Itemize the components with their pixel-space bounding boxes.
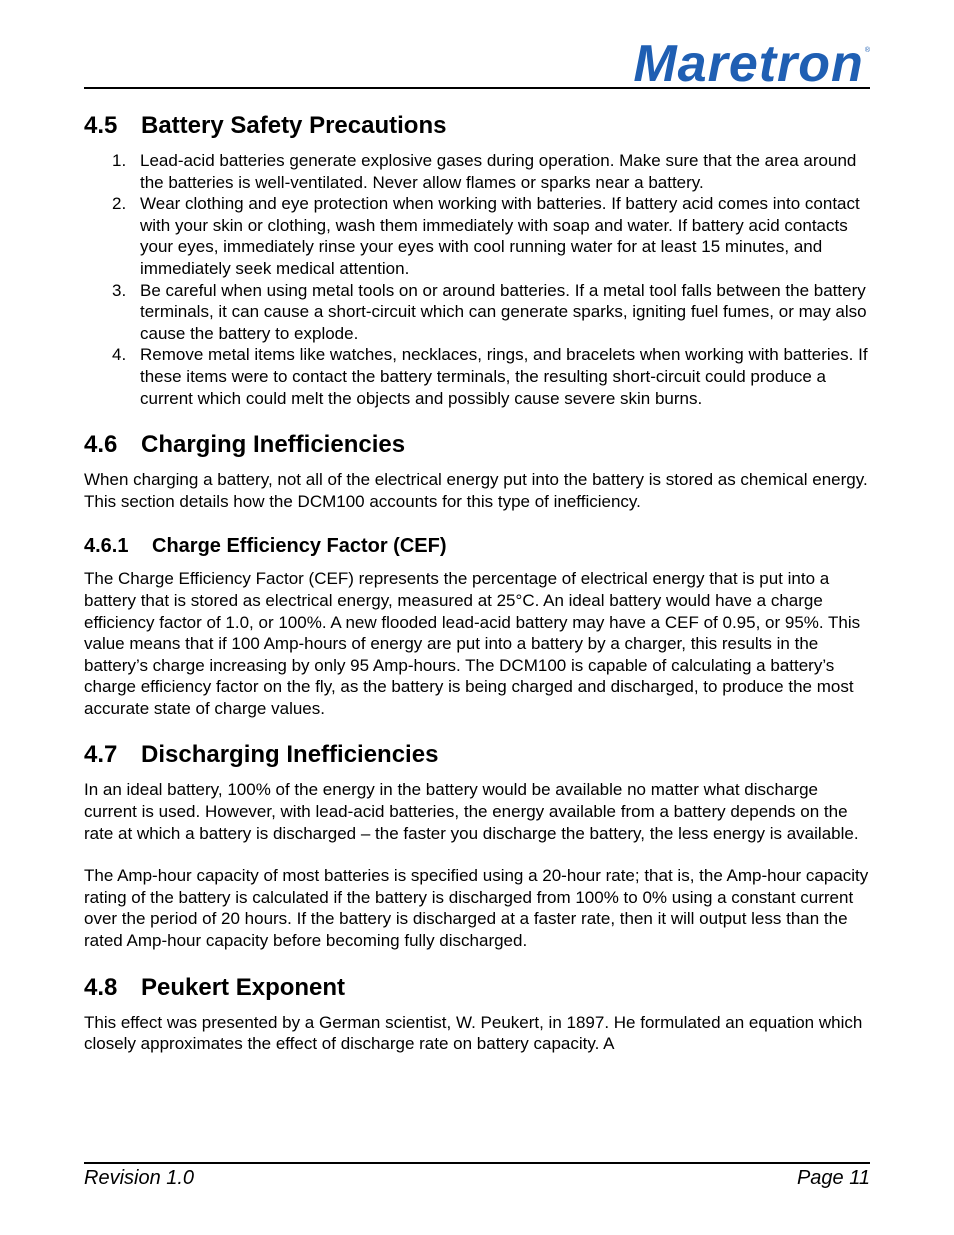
paragraph: This effect was presented by a German scientist, W. Peukert, in 1897. He formulated an equation which closely approximates the effect of discharge rate on battery capacity. A bbox=[84, 1012, 863, 1054]
section-heading-4-7 bbox=[84, 740, 870, 770]
section-heading-4-5 bbox=[84, 111, 870, 141]
section-number: 4.7 bbox=[84, 741, 118, 769]
section-heading-4-6 bbox=[84, 430, 870, 460]
list-item: 2. Wear clothing and eye protection when working with batteries. If battery acid comes into contact with your skin or clothing, wash them immediately with soap and water. If battery acid contacts your eyes, immediately rinse your eyes with cool running water for at least 15 minutes, and immediately seek medical attention. bbox=[112, 194, 860, 278]
page-footer bbox=[84, 1165, 870, 1191]
page-content bbox=[84, 111, 870, 1055]
section-title: Discharging Inefficiencies bbox=[141, 741, 439, 769]
logo-text: Maretron bbox=[633, 35, 864, 93]
section-heading-4-6-1 bbox=[84, 533, 870, 559]
header-rule bbox=[84, 87, 870, 89]
section-number: 4.6.1 bbox=[84, 535, 129, 558]
logo-registered-mark: ® bbox=[864, 47, 870, 54]
revision-label: Revision 1.0 bbox=[84, 1167, 195, 1189]
section-title: Peukert Exponent bbox=[141, 973, 346, 1001]
maretron-logo bbox=[633, 35, 870, 93]
paragraph: The Charge Efficiency Factor (CEF) represents the percentage of electrical energy that is put into a battery that is stored as electrical energy, measured at 25°C. An ideal battery would have a charge efficiency factor of 1.0, or 100%. A new flooded lead-acid battery may have a CEF of 0.95, or 95%. This value means that if 100 Amp-hours of energy are put into a battery by a charger, this results in the battery’s charge increasing by only 95 Amp-hours. The DCM100 is capable of calculating a battery’s charge efficiency factor on the fly, as the battery is being charged and discharged, to produce the most accurate state of charge values. bbox=[84, 569, 861, 718]
section-number: 4.6 bbox=[84, 431, 118, 459]
paragraph: When charging a battery, not all of the electrical energy put into the battery is stored as chemical energy. This section details how the DCM100 accounts for this type of inefficiency. bbox=[84, 470, 868, 511]
page-number: Page 11 bbox=[796, 1167, 870, 1189]
paragraph: In an ideal battery, 100% of the energy in the battery would be available no matter what discharge current is used. However, with lead-acid batteries, the energy available from a battery depends on the rate at which a battery is discharged – the faster you discharge the battery, the less energy is available. bbox=[84, 780, 859, 843]
section-title: Battery Safety Precautions bbox=[141, 112, 447, 139]
section-number: 4.8 bbox=[84, 973, 118, 1001]
section-title: Charging Inefficiencies bbox=[141, 431, 406, 459]
section-title: Charge Efficiency Factor (CEF) bbox=[152, 535, 447, 558]
list-item: 4. Remove metal items like watches, necklaces, rings, and bracelets when working with batteries. If these items were to contact the battery terminals, the resulting short-circuit could produce a current which could melt the objects and possibly cause severe skin burns. bbox=[112, 345, 868, 408]
paragraph: The Amp-hour capacity of most batteries is specified using a 20-hour rate; that is, the Amp-hour capacity rating of the battery is calculated if the battery is discharged from 100% to 0% using a constant current over the period of 20 hours. If the battery is discharged at a faster rate, then it will output less than the rated Amp-hour capacity before becoming fully discharged. bbox=[84, 866, 869, 951]
list-item: 3. Be careful when using metal tools on or around batteries. If a metal tool falls between the battery terminals, it can cause a short-circuit which can generate sparks, igniting fuel fumes, or may also cause the battery to explode. bbox=[112, 280, 867, 343]
section-number: 4.5 bbox=[84, 112, 118, 139]
safety-list bbox=[84, 150, 870, 409]
list-item: 1. Lead-acid batteries generate explosive gases during operation. Make sure that the area around the batteries is well-ventilated. Never allow flames or sparks near a battery. bbox=[112, 151, 857, 192]
footer-rule bbox=[84, 1162, 870, 1164]
section-heading-4-8 bbox=[84, 973, 870, 1003]
